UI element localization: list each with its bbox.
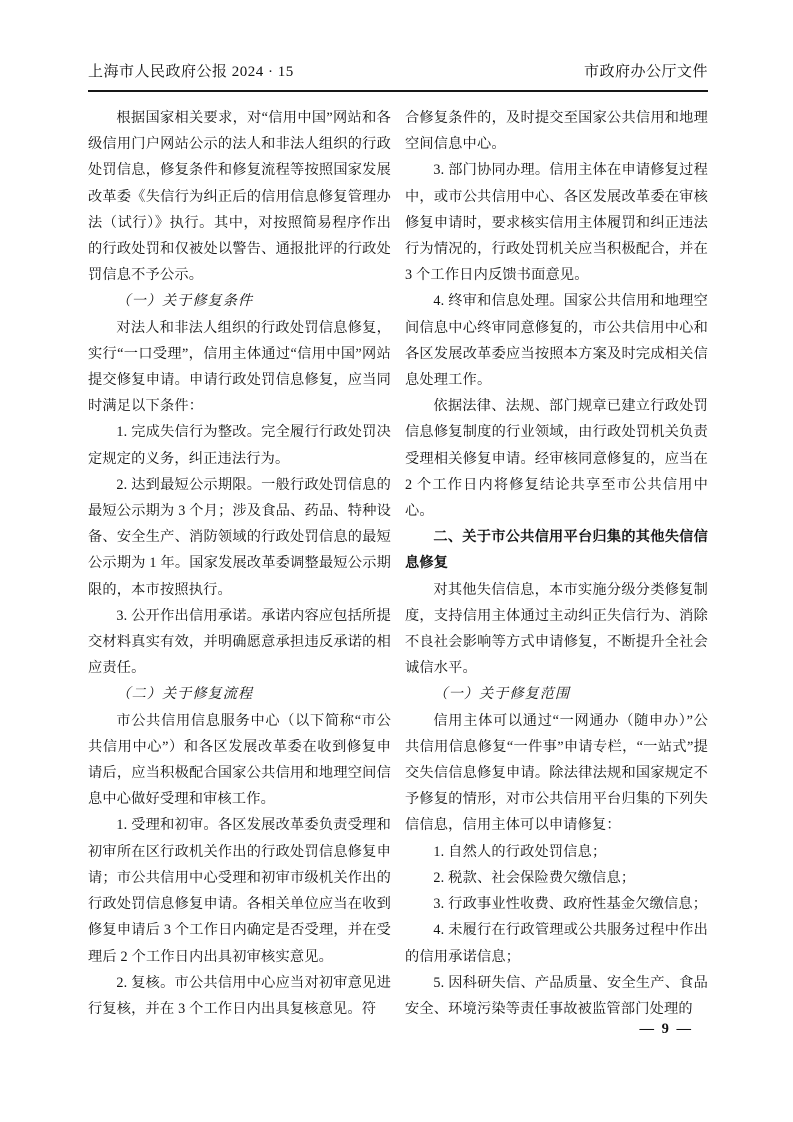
paragraph: 3. 行政事业性收费、政府性基金欠缴信息； (433, 896, 708, 913)
document-body (88, 105, 708, 1022)
header-publication-title: 上海市人民政府公报 2024 · 15 (88, 64, 294, 80)
paragraph: 1. 自然人的行政处罚信息； (433, 843, 607, 860)
paragraph: 4. 未履行在行政管理或公共服务过程中作出的信用承诺信息； (405, 922, 708, 965)
paragraph: 2. 税款、社会保险费欠缴信息； (433, 869, 636, 886)
page-header (88, 60, 708, 81)
paragraph: 合修复条件的，及时提交至国家公共信用和地理空间信息中心。 (405, 110, 708, 153)
paragraph: 依据法律、法规、部门规章已建立行政处罚信息修复制度的行业领域，由行政处罚机关负责受理相关修复申请。经审核同意修复的，应当在 2 个工作日内将修复结论共享至市公共信用中心。 (405, 398, 708, 520)
paragraph: 5. 因科研失信、产品质量、安全生产、食品安全、环境污染等责任事故被监管部门处理的 (405, 974, 708, 1017)
paragraph: 3. 公开作出信用承诺。承诺内容应包括所提交材料真实有效，并明确愿意承担违反承诺的相应责任。 (88, 607, 391, 677)
paragraph: 二、关于市公共信用平台归集的其他失信信息修复 (405, 529, 708, 572)
paragraph: 根据国家相关要求，对“信用中国”网站和各级信用门户网站公示的法人和非法人组织的行政处罚信息，修复条件和修复流程等按照国家发展改革委《失信行为纠正后的信用信息修复管理办法（试行）》执行。其中，对按照简易程序作出的行政处罚和仅被处以警告、通报批评的行政处罚信息不予公示。 (88, 110, 391, 284)
header-rule (88, 90, 708, 92)
paragraph: 对法人和非法人组织的行政处罚信息修复，实行“一口受理”，信用主体通过“信用中国”网站提交修复申请。申请行政处罚信息修复，应当同时满足以下条件： (88, 319, 391, 415)
paragraph: 市公共信用信息服务中心（以下简称“市公共信用中心”）和各区发展改革委在收到修复申请后，应当积极配合国家公共信用和地理空间信息中心做好受理和审核工作。 (88, 712, 391, 808)
paragraph: 1. 受理和初审。各区发展改革委负责受理和初审所在区行政机关作出的行政处罚信息修复申请；市公共信用中心受理和初审市级机关作出的行政处罚信息修复申请。各相关单位应当在收到修复申请后 3 个工作日内确定是否受理，并在受理后 2 个工作日内出具初审核实意见。 (88, 817, 391, 965)
paragraph: 对其他失信信息，本市实施分级分类修复制度，支持信用主体通过主动纠正失信行为、消除不良社会影响等方式申请修复，不断提升全社会诚信水平。 (405, 581, 708, 677)
paragraph: 2. 复核。市公共信用中心应当对初审意见进行复核，并在 3 个工作日内出具复核意见。符 (88, 974, 391, 1017)
paragraph: 4. 终审和信息处理。国家公共信用和地理空间信息中心终审同意修复的，市公共信用中心和各区发展改革委应当按照本方案及时完成相关信息处理工作。 (405, 293, 708, 389)
header-section-title: 市政府办公厅文件 (583, 64, 708, 80)
paragraph: 3. 部门协同办理。信用主体在申请修复过程中，或市公共信用中心、各区发展改革委在审核修复申请时，要求核实信用主体履罚和纠正违法行为情况的，行政处罚机关应当积极配合，并在 3 个工作日内反馈书面意见。 (405, 162, 708, 284)
paragraph: 1. 完成失信行为整改。完全履行行政处罚决定规定的义务，纠正违法行为。 (88, 424, 391, 467)
paragraph: （一）关于修复范围 (433, 686, 571, 703)
paragraph: （一）关于修复条件 (116, 293, 254, 310)
paragraph: （二）关于修复流程 (116, 686, 254, 703)
page-number: — 9 — (639, 1021, 693, 1037)
paragraph: 信用主体可以通过“一网通办（随申办）”公共信用信息修复“一件事”申请专栏，“一站式”提交失信信息修复申请。除法律法规和国家规定不予修复的情形，对市公共信用平台归集的下列失信信息，信用主体可以申请修复： (405, 712, 708, 834)
paragraph: 2. 达到最短公示期限。一般行政处罚信息的最短公示期为 3 个月；涉及食品、药品、特种设备、安全生产、消防领域的行政处罚信息的最短公示期为 1 年。国家发展改革委调整最短公示期限的，本市按照执行。 (88, 476, 391, 598)
column-right (405, 105, 708, 1022)
column-left (88, 105, 391, 1022)
